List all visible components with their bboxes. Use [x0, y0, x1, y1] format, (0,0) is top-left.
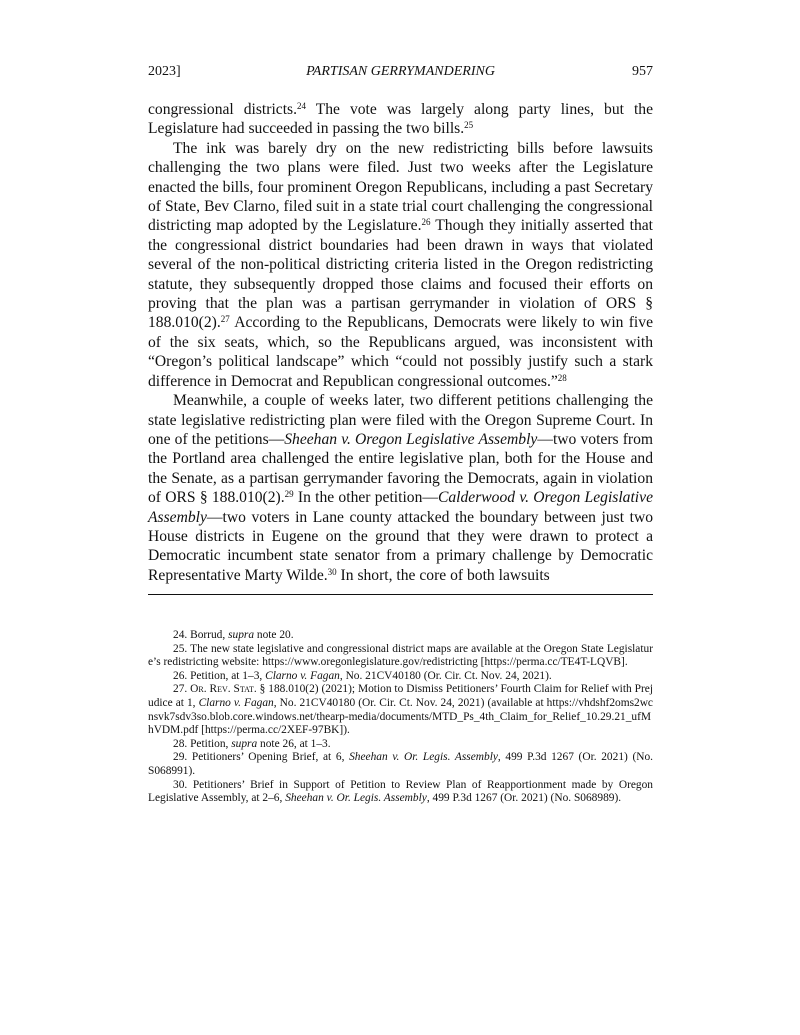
header-running-title: PARTISAN GERRYMANDERING [306, 64, 495, 79]
footnote-28: 28. Petition, supra note 26, at 1–3. [173, 737, 331, 750]
paragraph-3: Meanwhile, a couple of weeks later, two different petitions challenging the state legislative redistricting plan were filed with the Oregon Supreme Court. In one of the petitions—Sheehan v. Oregon Legislative Assembly—two voters from the Portland area challenged the entire legislative plan, both for the House and the Senate, as a partisan gerrymander favoring the Democrats, again in violation of ORS § 188.010(2).$^{29}$ In the other petition—Calderwood v. Oregon Legislative Assembly—two voters in Lane county attacked the boundary between just two House districts in Eugene on the ground that they were drawn to protect a Democratic incumbent state senator from a primary challenge by Democratic Representative Marty Wilde.$^{30}$ In short, the core of both lawsuits [148, 392, 654, 584]
case-name-calderwood: Calderwood v. Oregon Legislative Assembly [148, 489, 653, 526]
footnote-ref-24[interactable]: 24 [297, 101, 307, 112]
header-page-number: 957 [632, 64, 653, 79]
footnote-ref-26[interactable]: 26 [421, 217, 431, 228]
running-header [148, 62, 653, 82]
main-text [148, 100, 653, 585]
footnote-25: 25. The new state legislative and congressional district maps are available at the Oregon State Legislature’s redistricting website: https://www.oregonlegislature.gov/redistricting [https://perma.cc/TE4T-LQVB]. [148, 642, 653, 669]
footnote-ref-25[interactable]: 25 [464, 120, 474, 131]
header-year: 2023] [148, 64, 181, 79]
footnote-30: 30. Petitioners’ Brief in Support of Petition to Review Plan of Reapportionment made by Oregon Legislative Assembly, at 2–6, Sheehan v. Or. Legis. Assembly, 499 P.3d 1267 (Or. 2021) (No. S068989). [148, 778, 653, 805]
footnote-ref-27[interactable]: 27 [220, 314, 230, 325]
footnote-27: 27. Or. Rev. Stat. § 188.010(2) (2021); Motion to Dismiss Petitioners’ Fourth Claim for Relief with Prejudice at 1, Clarno v. Fagan, No. 21CV40180 (Or. Cir. Ct. Nov. 24, 2021) (available at https://vhdshf2oms2wcnsvk7sdv3so.blob.core.windows.net/thearp-media/documents/MTD_Ps_4th_Claim_for_Relief_10.29.21_ufMhVDM.pdf [https://perma.cc/2XEF-97BK]). [148, 683, 653, 737]
footnotes [148, 629, 653, 806]
footnote-ref-29[interactable]: 29 [284, 489, 294, 500]
case-name-sheehan: Sheehan v. Oregon Legislative Assembly [284, 430, 538, 448]
footnote-29: 29. Petitioners’ Opening Brief, at 6, Sheehan v. Or. Legis. Assembly, 499 P.3d 1267 (Or. 2021) (No. S068991). [148, 751, 654, 777]
footnote-ref-30[interactable]: 30 [327, 566, 337, 577]
paragraph-2: The ink was barely dry on the new redistricting bills before lawsuits challenging the two plans were filed. Just two weeks after the Legislature enacted the bills, four prominent Oregon Republicans, including a past Secretary of State, Bev Clarno, filed suit in a state trial court challenging the congressional districting map adopted by the Legislature.$^{26}$ Though they initially asserted that the congressional district boundaries had been drawn in ways that violated several of the non-political districting criteria listed in the Oregon redistricting statute, they subsequently dropped those claims and focused their efforts on proving that the plan was a partisan gerrymander in violation of ORS § 188.010(2).$^{27}$ According to the Republicans, Democrats were likely to win five of the six seats, which, so the Republicans argued, was inconsistent with “Oregon’s political landscape” which “could not possibly justify such a stark difference in Democrat and Republican congressional outcomes.”$^{28}$ [148, 139, 653, 390]
footnote-26: 26. Petition, at 1–3, Clarno v. Fagan, No. 21CV40180 (Or. Cir. Ct. Nov. 24, 2021). [173, 669, 552, 682]
footnote-24: 24. Borrud, supra note 20. [173, 629, 294, 641]
paragraph-1: congressional districts.$^{24}$ The vote was largely along party lines, but the Legislature had succeeded in passing the two bills.$^{25}$ [148, 101, 654, 138]
footnote-divider [148, 594, 653, 595]
footnote-ref-28[interactable]: 28 [557, 372, 567, 383]
